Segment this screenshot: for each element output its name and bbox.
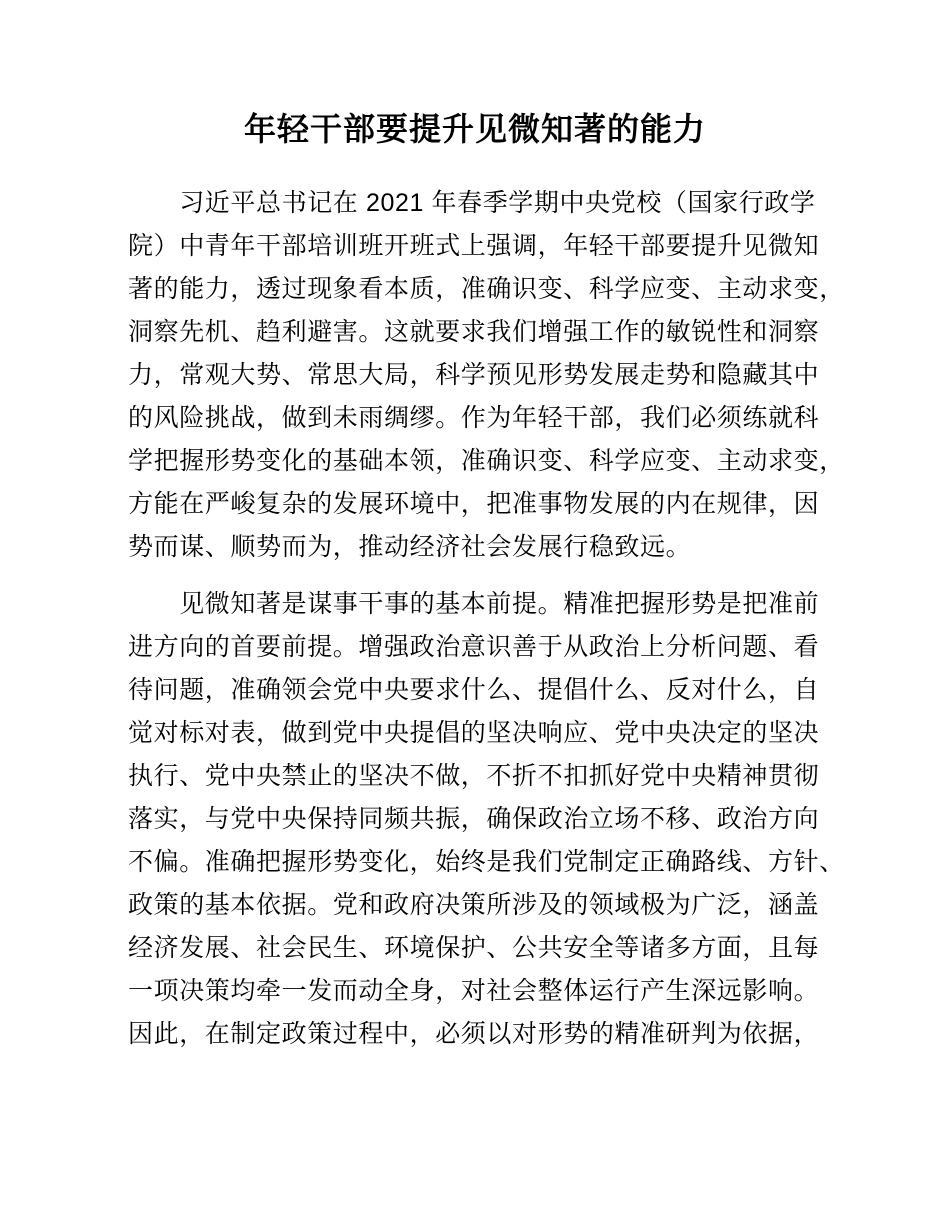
text-line: 待问题，准确领会党中央要求什么、提倡什么、反对什么，自 (128, 676, 820, 704)
text-line: 经济发展、社会民生、环境保护、公共安全等诸多方面，且每 (128, 934, 820, 962)
text-line: 进方向的首要前提。增强政治意识善于从政治上分析问题、看 (128, 633, 820, 661)
text-line: 洞察先机、趋利避害。这就要求我们增强工作的敏锐性和洞察 (128, 318, 820, 346)
text-line: 执行、党中央禁止的坚决不做，不折不扣抓好党中央精神贯彻 (128, 762, 820, 790)
text-line: 见微知著是谋事干事的基本前提。精准把握形势是把准前 (128, 590, 820, 618)
text-line: 因此，在制定政策过程中，必须以对形势的精准研判为依据， (128, 1020, 820, 1048)
paragraph (128, 583, 845, 1056)
document-title: 年轻干部要提升见微知著的能力 (243, 111, 706, 147)
text-line: 院）中青年干部培训班开班式上强调，年轻干部要提升见微知 (128, 232, 820, 260)
text-line: 一项决策均牵一发而动全身，对社会整体运行产生深远影响。 (128, 977, 820, 1005)
text-line: 学把握形势变化的基础本领，准确识变、科学应变、主动求变， (128, 447, 845, 475)
text-line: 政策的基本依据。党和政府决策所涉及的领域极为广泛，涵盖 (128, 891, 820, 919)
text-line: 不偏。准确把握形势变化，始终是我们党制定正确路线、方针、 (128, 848, 845, 876)
text-line: 势而谋、顺势而为，推动经济社会发展行稳致远。 (128, 533, 692, 561)
text-line: 力，常观大势、常思大局，科学预见形势发展走势和隐藏其中 (128, 361, 820, 389)
text-line: 著的能力，透过现象看本质，准确识变、科学应变、主动求变， (128, 275, 845, 303)
text-line: 方能在严峻复杂的发展环境中，把准事物发展的内在规律，因 (128, 490, 820, 518)
document-body (128, 182, 845, 1056)
text-line: 觉对标对表，做到党中央提倡的坚决响应、党中央决定的坚决 (128, 719, 820, 747)
text-line: 习近平总书记在 2021 年春季学期中央党校（国家行政学 (128, 189, 816, 217)
text-line: 的风险挑战，做到未雨绸缪。作为年轻干部，我们必须练就科 (128, 404, 820, 432)
paragraph (128, 182, 845, 569)
text-line: 落实，与党中央保持同频共振，确保政治立场不移、政治方向 (128, 805, 820, 833)
